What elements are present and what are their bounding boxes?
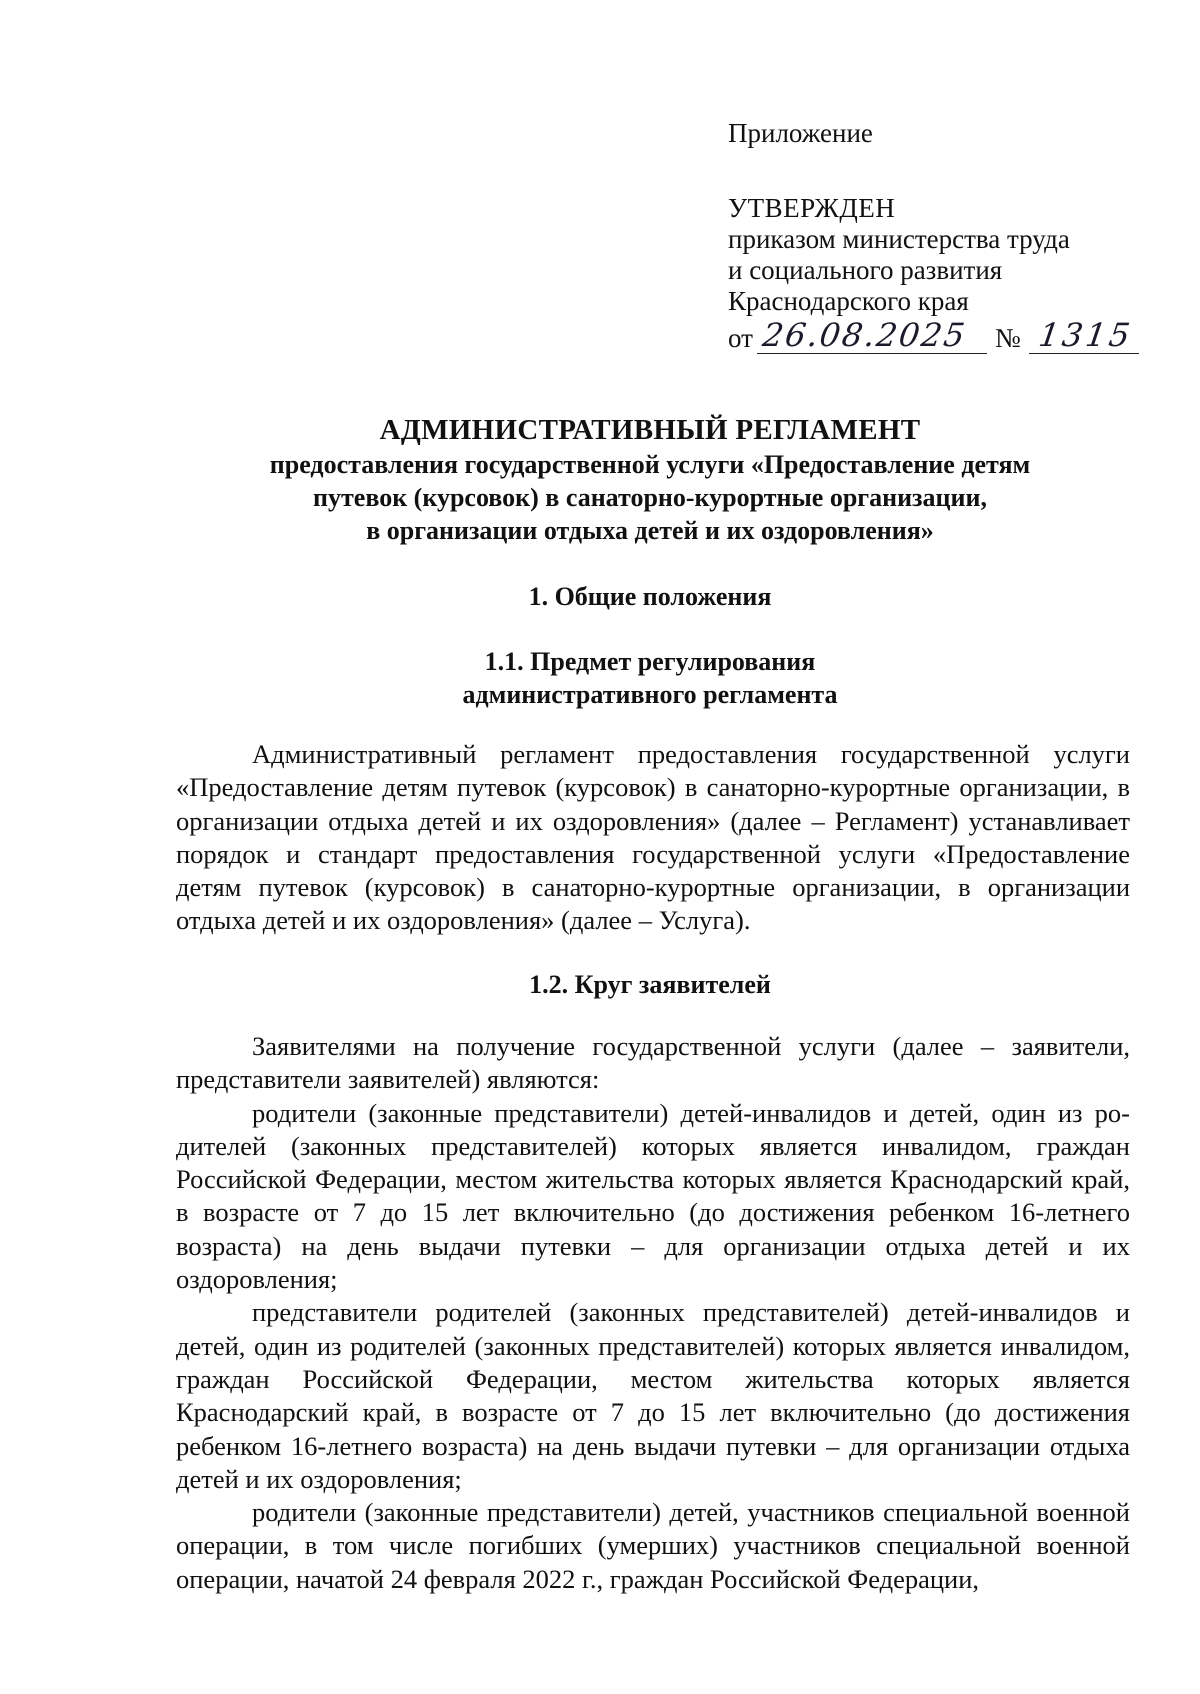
section-1-2-heading: 1.2. Круг заявителей <box>529 970 771 999</box>
approval-line-3: Краснодарского края <box>728 286 969 316</box>
subtitle-line-2: путевок (курсовок) в санаторно-курортные организации, <box>313 483 987 512</box>
document-title-block <box>170 412 1130 547</box>
section-1-2-body <box>176 1030 1130 1596</box>
approved-label: УТВЕРЖДЕН <box>728 193 896 223</box>
list-item: родители (законные представители) детей, участников специальной военной операции, в том числе погибших (умерших) участников специальной военной операции, начатой 24 февраля 2022 г., граждан Российской Федерации, <box>176 1497 1130 1594</box>
list-item: представители родителей (законных представителей) детей-инвалидов и детей, один из родителей (законных представителей) которых является инвалидом, граждан Российской Федерации, местом жительства которых является Краснодарский край, в возрасте от 7 до 15 лет включительно (до достижения ребенком 16-летнего возраста) на день выдачи путевки – для организации отдыха детей и их оздоровления; <box>176 1297 1130 1494</box>
subtitle-line-1: предоставления государственной услуги «Предоставление детям <box>269 450 1031 479</box>
number-prefix: № <box>994 323 1021 353</box>
section-1-1-heading-line-2: административного регламента <box>462 680 838 709</box>
approval-line-1: приказом министерства труда <box>728 224 1070 254</box>
document-subtitle <box>170 448 1130 547</box>
date-prefix: от <box>728 323 753 353</box>
section-1-1-heading <box>170 645 1130 711</box>
paragraph: Административный регламент предоставления государственной услуги «Предоставление детям путевок (курсовок) в санаторно-курортные организации, в организации отдыха детей и их оздоровления» (далее – Регламент) устанавливает порядок и стандарт предоставления государственной услуги «Предоставление детям путевок (курсовок) в санаторно-курортные организации, в организации отдыха детей и их оздоровления» (далее – Услуга). <box>176 739 1130 936</box>
section-1-1-heading-line-1: 1.1. Предмет регулирования <box>484 647 816 676</box>
section-1-1-body <box>176 738 1130 938</box>
document-title: АДМИНИСТРАТИВНЫЙ РЕГЛАМЕНТ <box>379 414 921 446</box>
date-field <box>757 316 987 354</box>
handwritten-date: 26.08.2025 <box>760 316 969 354</box>
approval-block <box>728 118 1168 354</box>
number-field <box>1029 316 1139 354</box>
date-number-line <box>728 316 1168 354</box>
appendix-label: Приложение <box>728 118 873 148</box>
approval-line-2: и социального развития <box>728 255 1003 285</box>
list-item: родители (законные представители) детей-инвалидов и детей, один из родителей (законных представителей) которых является инвалидом, граждан Российской Федерации, местом жительства которых является Краснодарский край, в возрасте от 7 до 15 лет включительно (до достижения ребенком 16-летнего возраста) на день выдачи путевки – для организации отдыха детей и их оздоровления; <box>176 1097 1130 1295</box>
subtitle-line-3: в организации отдыха детей и их оздоровления» <box>366 516 934 545</box>
section-1-heading: 1. Общие положения <box>528 582 772 611</box>
paragraph: Заявителями на получение государственной услуги (далее – заявители, представители заявителей) являются: <box>176 1031 1130 1095</box>
handwritten-number: 1315 <box>1036 316 1135 354</box>
